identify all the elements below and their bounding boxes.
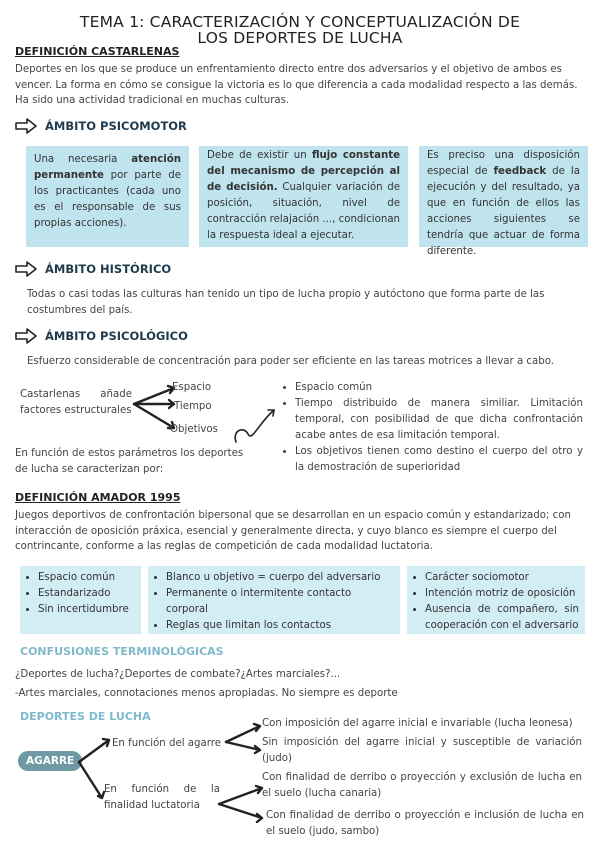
amador-box-3 <box>407 566 585 634</box>
list-item: • Reglas que limitan los contactos <box>166 618 394 634</box>
section-heading: ÁMBITO PSICOLÓGICO <box>45 329 188 343</box>
psicomotor-box-1: Una necesaria atención permanente por parte de los practicantes (cada uno es el responsable de sus propias acciones). <box>26 146 189 247</box>
list-item: • Espacio común <box>38 570 135 586</box>
section-psicomotor <box>15 118 187 134</box>
arrow-right-icon <box>15 118 37 134</box>
arrow-right-icon <box>15 328 37 344</box>
finalidad-branch-arrows <box>214 782 266 824</box>
heading-confusiones: CONFUSIONES TERMINOLÓGICAS <box>20 645 224 658</box>
list-item: • Espacio común <box>295 380 583 396</box>
finalidad-item-2: Con finalidad de derribo o proyección e inclusión de lucha en el suelo (judo, sambo) <box>266 810 584 837</box>
heading-deportes: DEPORTES DE LUCHA <box>20 710 151 723</box>
amador-box-2 <box>148 566 400 634</box>
heading-def-castarlenas: DEFINICIÓN CASTARLENAS <box>15 45 180 58</box>
list-item: • Blanco u objetivo = cuerpo del adversario <box>166 570 394 586</box>
section-psicologico <box>15 328 188 344</box>
historico-text: Todas o casi todas las culturas han tenido un tipo de lucha propio y autóctono que forma parte de las costumbres del país. <box>27 289 545 316</box>
list-item: • Ausencia de compañero, sin cooperación con el adversario <box>425 602 579 634</box>
estructurales-label: Castarlenas añade factores estructurales <box>20 389 132 416</box>
section-heading: ÁMBITO HISTÓRICO <box>45 262 172 276</box>
finalidad-item-1: Con finalidad de derribo o proyección y exclusión de lucha en el suelo (lucha canaria) <box>262 772 582 799</box>
psicomotor-box-3: Es preciso una disposición especial de feedback de la ejecución y del resultado, ya que en función de ellos las acciones siguientes se tendría que actuar de forma diferente. <box>419 146 588 247</box>
confusiones-line-1: ¿Deportes de lucha?¿Deportes de combate?¿Artes marciales?... <box>15 669 341 680</box>
agarre-pill: AGARRE <box>18 751 82 771</box>
factor-objetivos: Objetivos <box>170 424 218 435</box>
factor-espacio: Espacio <box>172 382 212 393</box>
list-item: • Estandarizado <box>38 586 135 602</box>
section-heading: ÁMBITO PSICOMOTOR <box>45 119 187 133</box>
factor-tiempo: Tiempo <box>174 401 212 412</box>
list-item: • Carácter sociomotor <box>425 570 579 586</box>
branch-agarre-label: En función del agarre <box>112 738 221 749</box>
heading-def-amador: DEFINICIÓN AMADOR 1995 <box>15 491 181 504</box>
branch-finalidad-label: En función de la finalidad luctatoria <box>104 784 220 811</box>
list-item: • Los objetivos tienen como destino el cuerpo del otro y la demostración de superioridad <box>295 444 583 476</box>
psicomotor-box-2: Debe de existir un flujo constante del mecanismo de percepción al de decisión. Cualquier variación de posición, situación, nivel de contracción relajación ..., condicionan la respuesta ideal a ejecutar. <box>199 146 408 247</box>
agarre-item-2: Sin imposición del agarre inicial y susceptible de variación (judo) <box>262 737 582 764</box>
psicologico-text: Esfuerzo considerable de concentración para poder ser eficiente en las tareas motrices a llevar a cabo. <box>27 356 555 367</box>
curly-arrow-icon <box>230 404 280 446</box>
list-item: • Permanente o intermitente contacto corporal <box>166 586 394 618</box>
section-historico <box>15 261 171 277</box>
page-title: TEMA 1: CARACTERIZACIÓN Y CONCEPTUALIZACIÓN DE LOS DEPORTES DE LUCHA <box>79 13 521 47</box>
agarre-branch-arrows <box>222 720 264 756</box>
agarre-item-1: Con imposición del agarre inicial e invariable (lucha leonesa) <box>262 718 573 729</box>
arrow-right-icon <box>15 261 37 277</box>
def-amador-text: Juegos deportivos de confrontación bipersonal que se desarrollan en un espacio común y estandarizado; con interacción de oposición práxica, esencial y generalmente directa, y cuyo blanco es siempre el cuerpo del contrincante, conforme a las reglas de competición de cada modalidad luctatoria. <box>15 510 571 552</box>
def-castarlenas-text: Deportes en los que se produce un enfrentamiento directo entre dos adversarios y el objetivo de ambos es vencer. La forma en cómo se consigue la victoria es lo que diferencia a cada modalidad respecto a las demás. Ha sido una actividad tradicional en muchas culturas. <box>15 64 578 106</box>
estructurales-bottom-text: En función de estos parámetros los deportes de lucha se caracterizan por: <box>15 448 244 475</box>
amador-box-1 <box>20 566 141 634</box>
list-item: • Tiempo distribuido de manera similiar. Limitación temporal, con posibilidad de que dicha confrontación acabe antes de esa limitación temporal. <box>295 396 583 444</box>
list-item: • Sin incertidumbre <box>38 602 135 618</box>
estructurales-bullets <box>283 380 583 476</box>
list-item: • Intención motriz de oposición <box>425 586 579 602</box>
confusiones-line-2: -Artes marciales, connotaciones menos apropiadas. No siempre es deporte <box>15 688 398 699</box>
